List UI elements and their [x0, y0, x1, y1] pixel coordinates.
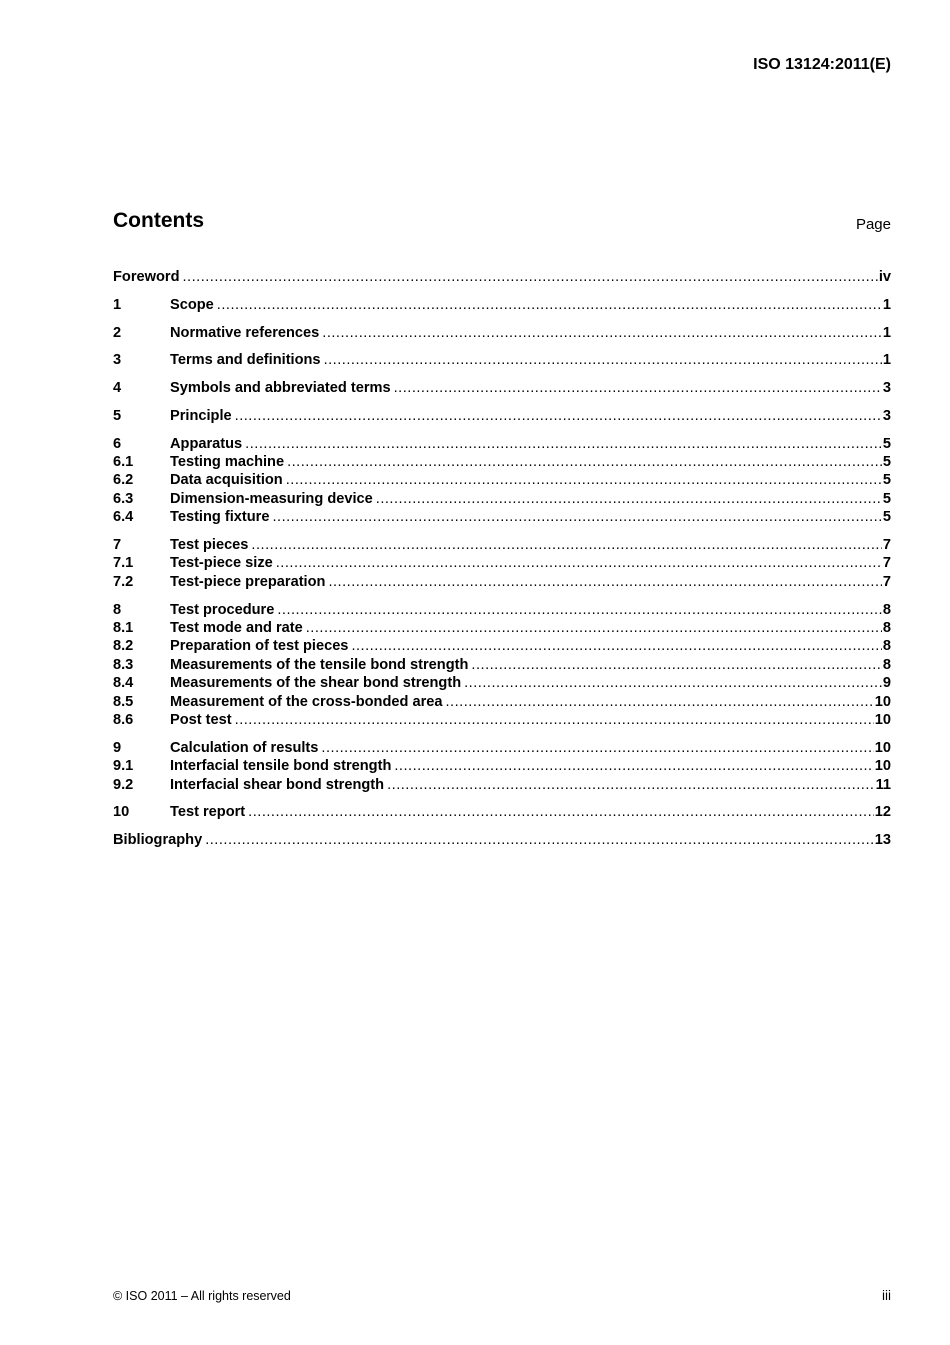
- dot-leader: [351, 637, 881, 655]
- toc-entry[interactable]: [113, 471, 891, 489]
- dot-leader: [287, 453, 882, 471]
- toc-entry-page: 3: [882, 380, 891, 397]
- toc-entry-page: 10: [874, 739, 891, 756]
- dot-leader: [217, 296, 882, 314]
- toc-entry-title: Principle: [170, 407, 232, 424]
- dot-leader: [276, 554, 882, 572]
- dot-leader: [277, 601, 882, 619]
- toc-entry[interactable]: [113, 739, 891, 757]
- toc-entry-page: 5: [882, 490, 891, 507]
- dot-leader: [376, 490, 882, 508]
- toc-entry-title: Measurements of the shear bond strength: [170, 675, 462, 692]
- toc-entry-number: 1: [113, 296, 122, 313]
- toc-entry-number: 6.1: [113, 454, 134, 471]
- dot-leader: [251, 536, 881, 554]
- toc-entry-page: 9: [882, 675, 891, 692]
- toc-entry[interactable]: [113, 324, 891, 342]
- toc-entry-number: 6.2: [113, 472, 134, 489]
- toc-entry-number: 8.4: [113, 675, 134, 692]
- toc-entry-page: 13: [874, 832, 891, 849]
- toc-entry-number: 7.2: [113, 573, 134, 590]
- toc-entry-page: 10: [874, 758, 891, 775]
- dot-leader: [205, 831, 874, 849]
- toc-entry-title: Interfacial shear bond strength: [170, 776, 385, 793]
- contents-heading: Contents: [113, 209, 204, 232]
- toc-entry-number: 8: [113, 601, 122, 618]
- toc-entry[interactable]: [113, 831, 891, 849]
- toc-entry-number: 4: [113, 380, 122, 397]
- toc-entry-page: 3: [882, 407, 891, 424]
- toc-entry-number: 8.3: [113, 656, 134, 673]
- toc-entry[interactable]: [113, 490, 891, 508]
- toc-entry[interactable]: [113, 693, 891, 711]
- toc-entry[interactable]: [113, 379, 891, 397]
- document-id: ISO 13124:2011(E): [753, 56, 891, 73]
- toc-entry-number: 6.4: [113, 509, 134, 526]
- toc-entry-page: 12: [874, 804, 891, 821]
- toc-entry[interactable]: [113, 803, 891, 821]
- dot-leader: [235, 407, 882, 425]
- toc-entry-page: 5: [882, 472, 891, 489]
- toc-entry[interactable]: [113, 637, 891, 655]
- toc-entry-page: 5: [882, 509, 891, 526]
- toc-entry-title: Post test: [170, 711, 232, 728]
- toc-entry-page: 10: [874, 693, 891, 710]
- toc-entry[interactable]: [113, 619, 891, 637]
- toc-entry-title: Normative references: [170, 324, 320, 341]
- dot-leader: [272, 508, 881, 526]
- dot-leader: [471, 656, 881, 674]
- toc-entry-title: Preparation of test pieces: [170, 638, 349, 655]
- toc-entry-page: 8: [882, 619, 891, 636]
- dot-leader: [324, 351, 882, 369]
- toc-entry[interactable]: [113, 674, 891, 692]
- dot-leader: [328, 573, 881, 591]
- toc-entry[interactable]: [113, 453, 891, 471]
- toc-entry[interactable]: [113, 536, 891, 554]
- toc-entry-number: 3: [113, 352, 122, 369]
- toc-entry-title: Foreword: [113, 269, 180, 285]
- dot-leader: [286, 471, 882, 489]
- toc-entry-title: Scope: [170, 296, 214, 313]
- toc-entry-number: 2: [113, 324, 122, 341]
- toc-entry-page: 7: [882, 573, 891, 590]
- toc-entry-number: 8.5: [113, 693, 134, 710]
- toc-entry-number: 9: [113, 739, 122, 756]
- toc-entry-title: Data acquisition: [170, 472, 283, 489]
- dot-leader: [248, 803, 874, 821]
- toc-entry[interactable]: [113, 757, 891, 775]
- toc-entry-title: Test-piece preparation: [170, 573, 326, 590]
- toc-entry-title: Test mode and rate: [170, 619, 303, 636]
- dot-leader: [235, 711, 874, 729]
- toc-entry-number: 8.1: [113, 619, 134, 636]
- toc-entry-page: 5: [882, 454, 891, 471]
- toc-entry[interactable]: [113, 711, 891, 729]
- toc-entry-title: Test procedure: [170, 601, 275, 618]
- toc-entry-number: 5: [113, 407, 122, 424]
- toc-entry-page: iv: [878, 269, 891, 285]
- toc-entry-number: 6: [113, 435, 122, 452]
- dot-leader: [306, 619, 882, 637]
- toc-entry[interactable]: [113, 435, 891, 453]
- footer-page-number: iii: [882, 1288, 891, 1303]
- dot-leader: [446, 693, 874, 711]
- toc-entry-page: 8: [882, 601, 891, 618]
- toc-entry[interactable]: [113, 554, 891, 572]
- toc-entry-number: 7: [113, 537, 122, 554]
- toc-entry-page: 8: [882, 638, 891, 655]
- toc-entry-title: Apparatus: [170, 435, 243, 452]
- toc-entry-title: Terms and definitions: [170, 352, 321, 369]
- toc-entry-number: 9.1: [113, 758, 134, 775]
- toc-entry-title: Bibliography: [113, 832, 203, 849]
- dot-leader: [387, 776, 874, 794]
- toc-entry[interactable]: [113, 508, 891, 526]
- toc-entry-number: 10: [113, 804, 130, 821]
- toc-entry-number: 6.3: [113, 490, 134, 507]
- toc-entry-title: Testing fixture: [170, 509, 270, 526]
- toc-entry-page: 5: [882, 435, 891, 452]
- toc-entry-page: 11: [875, 776, 891, 793]
- toc-entry[interactable]: [113, 268, 891, 286]
- toc-entry-title: Calculation of results: [170, 739, 319, 756]
- toc-entry[interactable]: [113, 601, 891, 619]
- toc-entry-title: Test report: [170, 804, 246, 821]
- toc-entry-number: 9.2: [113, 776, 134, 793]
- toc-entry-title: Measurements of the tensile bond strength: [170, 656, 469, 673]
- toc-entry-title: Symbols and abbreviated terms: [170, 380, 391, 397]
- dot-leader: [464, 674, 882, 692]
- toc-entry[interactable]: [113, 296, 891, 314]
- toc-entry[interactable]: [113, 351, 891, 369]
- dot-leader: [182, 268, 877, 286]
- toc-entry[interactable]: [113, 573, 891, 591]
- toc-entry-title: Interfacial tensile bond strength: [170, 758, 392, 775]
- dot-leader: [394, 379, 882, 397]
- toc-entry-title: Dimension-measuring device: [170, 490, 373, 507]
- toc-entry-page: 7: [882, 537, 891, 554]
- toc-entry-page: 10: [874, 711, 891, 728]
- toc-entry-title: Testing machine: [170, 454, 285, 471]
- toc-entry-page: 1: [882, 352, 891, 369]
- toc-entry-number: 7.1: [113, 555, 134, 572]
- table-of-contents: [113, 268, 891, 849]
- toc-entry-page: 8: [882, 656, 891, 673]
- toc-entry[interactable]: [113, 776, 891, 794]
- toc-entry[interactable]: [113, 407, 891, 425]
- dot-leader: [321, 739, 873, 757]
- toc-entry-page: 1: [882, 324, 891, 341]
- page-column-label: Page: [855, 216, 891, 233]
- toc-entry-title: Test-piece size: [170, 555, 273, 572]
- dot-leader: [394, 757, 873, 775]
- toc-entry-title: Measurement of the cross-bonded area: [170, 693, 443, 710]
- toc-entry-page: 7: [882, 555, 891, 572]
- toc-entry-number: 8.2: [113, 638, 134, 655]
- footer-copyright: © ISO 2011 – All rights reserved: [113, 1289, 291, 1303]
- toc-entry-page: 1: [882, 296, 891, 313]
- toc-entry-number: 8.6: [113, 711, 134, 728]
- toc-entry-title: Test pieces: [170, 537, 249, 554]
- dot-leader: [245, 435, 882, 453]
- toc-entry[interactable]: [113, 656, 891, 674]
- dot-leader: [322, 324, 882, 342]
